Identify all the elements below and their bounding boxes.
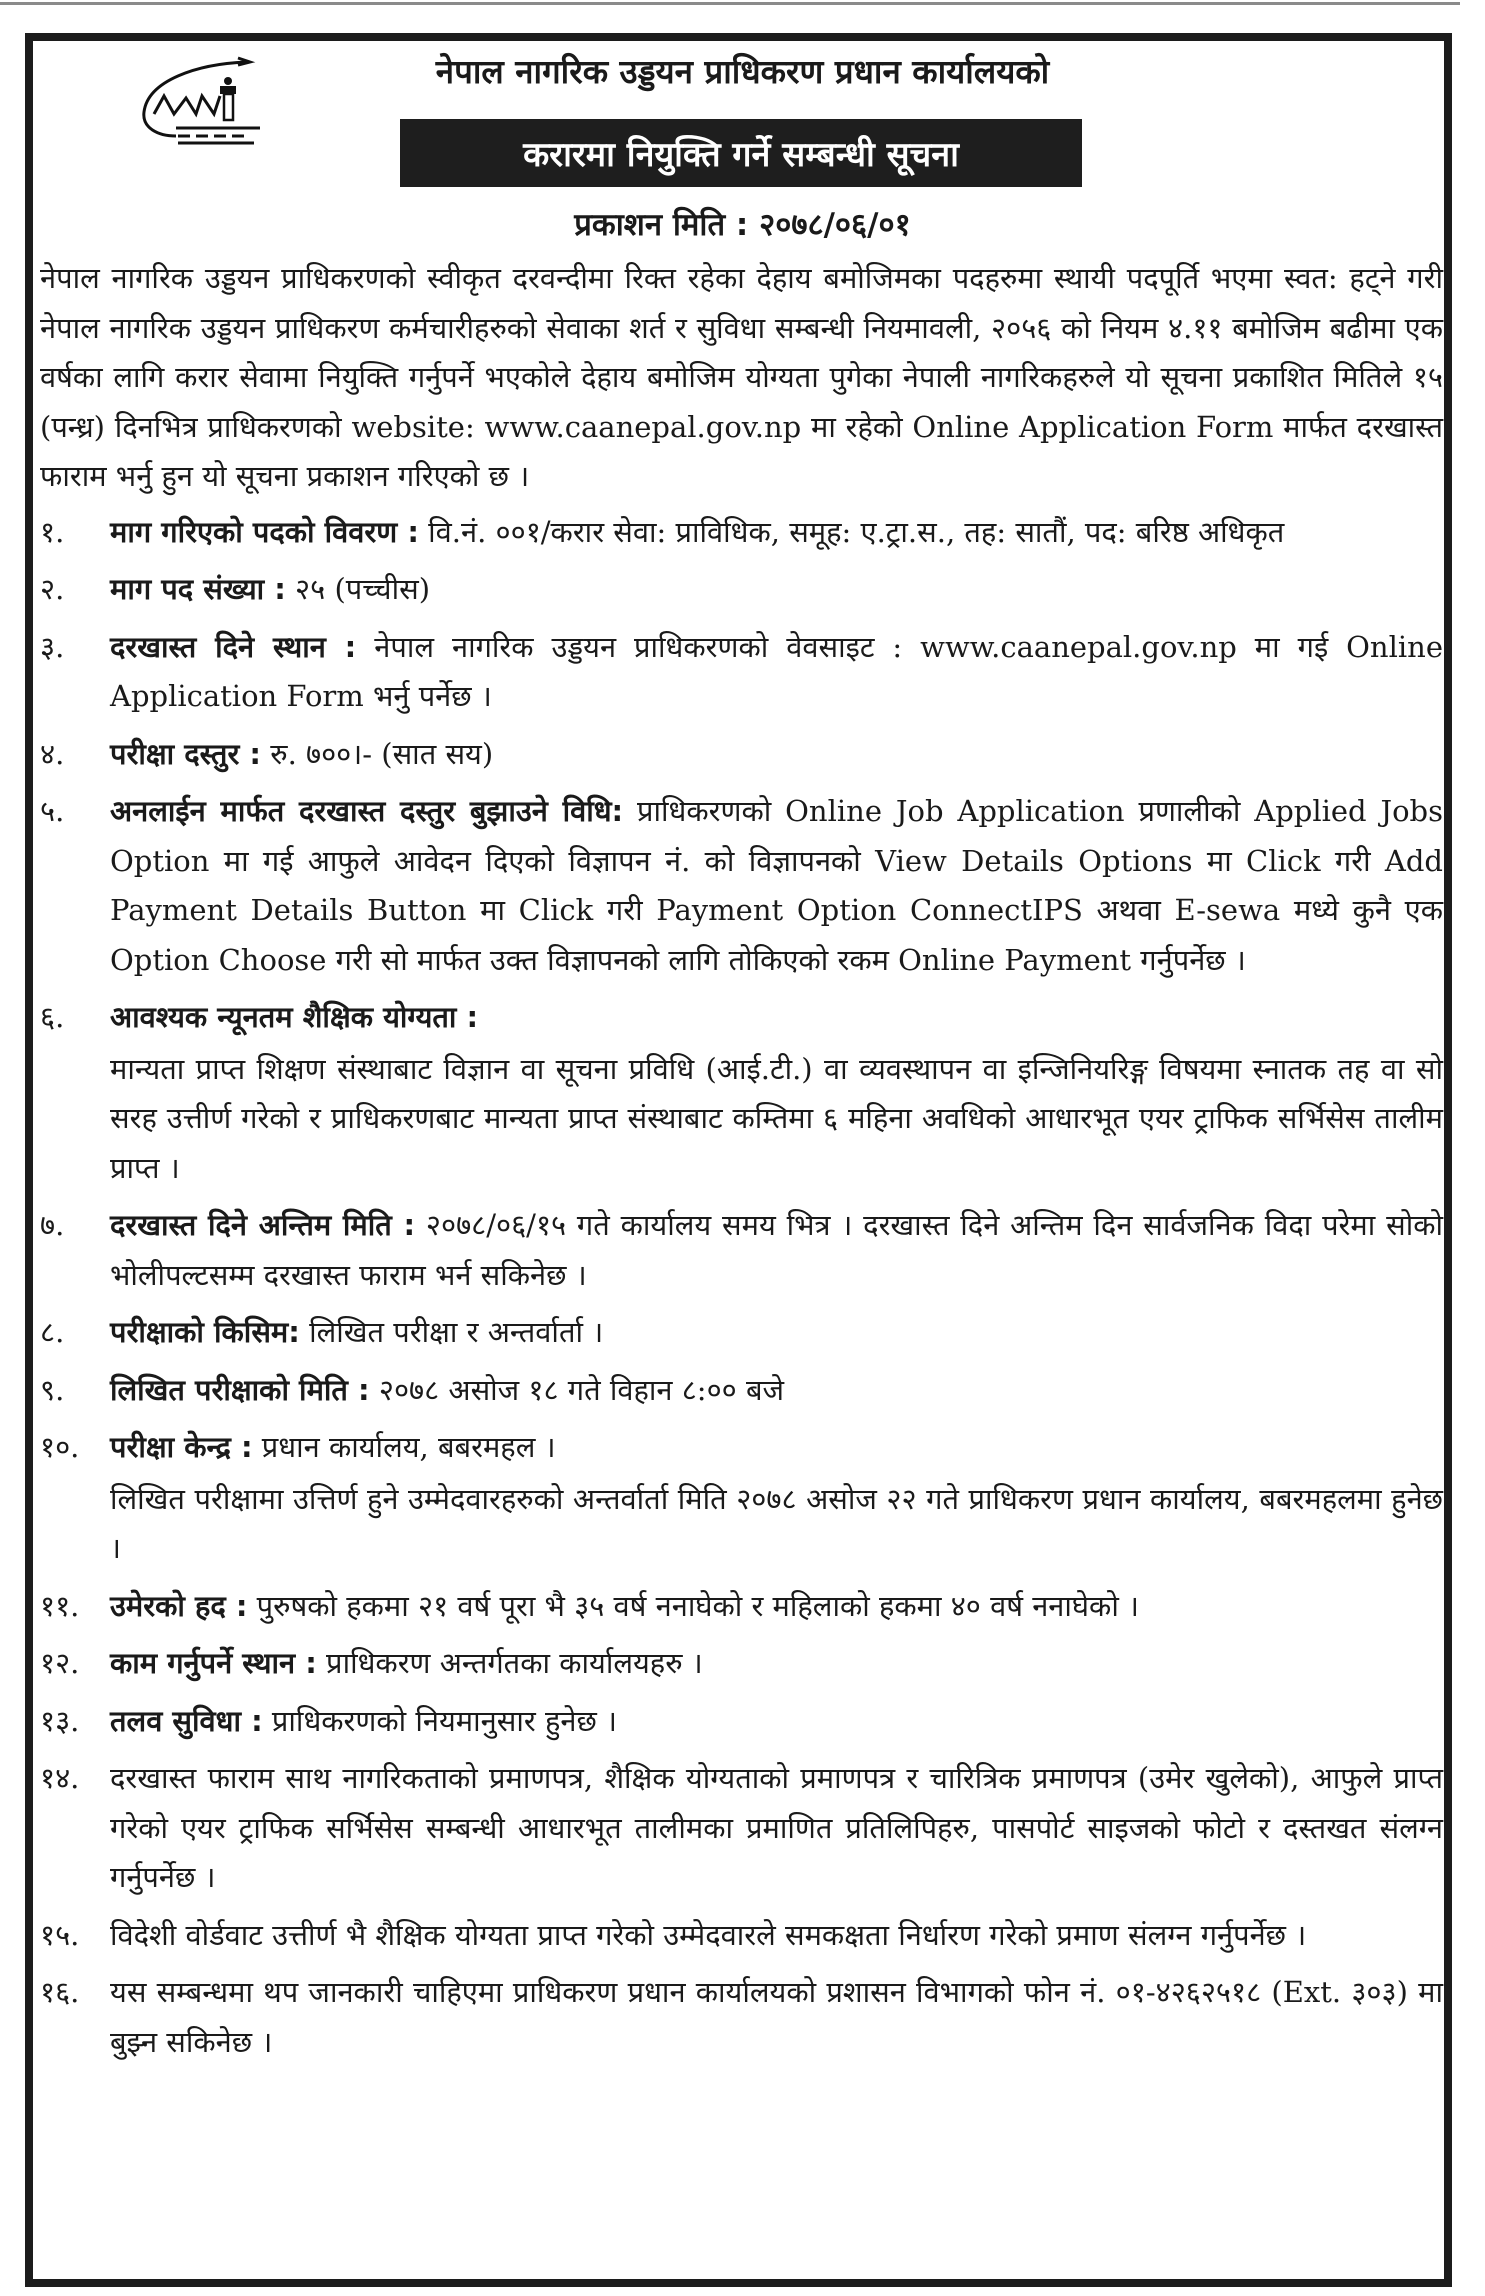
item-label: आवश्यक न्यूनतम शैक्षिक योग्यता : — [110, 1000, 479, 1034]
item-label: माग गरिएको पदको विवरण : — [110, 514, 419, 549]
item-content — [110, 1968, 1443, 2067]
list-item — [40, 1968, 1443, 2067]
top-rule — [0, 2, 1460, 5]
item-content — [110, 1582, 1443, 1632]
item-line — [40, 1639, 1443, 1689]
item-line — [40, 1754, 1443, 1903]
notice-body — [40, 254, 1443, 2075]
item-number: १६. — [40, 1975, 80, 2009]
item-text: पुरुषको हकमा २१ वर्ष पूरा भै ३५ वर्ष ननाघेको र महिलाको हकमा ४० वर्ष ननाघेको । — [247, 1588, 1140, 1623]
item-content — [110, 787, 1443, 985]
item-content — [110, 1201, 1443, 1300]
item-text: लिखित परीक्षा र अन्तर्वार्ता । — [299, 1315, 604, 1349]
item-number: १२. — [40, 1646, 80, 1680]
item-content — [110, 623, 1443, 722]
item-content — [110, 993, 1443, 1043]
list-item — [40, 1366, 1443, 1416]
item-line — [40, 1201, 1443, 1300]
item-line — [40, 1968, 1443, 2067]
item-content — [110, 730, 1443, 780]
item-label: लिखित परीक्षाको मिति : — [110, 1372, 370, 1407]
item-content — [110, 1366, 1443, 1416]
item-text: २०७८/०६/१५ गते कार्यालय समय भित्र । दरखास्त दिने अन्तिम दिन सार्वजनिक विदा परेमा सोको भोलीपल्टसम्म दरखास्त फाराम भर्न सकिनेछ । — [110, 1208, 1443, 1292]
item-text: २०७८ असोज १८ गते विहान ८:०० बजे — [369, 1372, 785, 1407]
item-label: उमेरको हद : — [110, 1588, 248, 1623]
item-line — [40, 1366, 1443, 1416]
list-item — [40, 993, 1443, 1193]
item-line — [40, 1582, 1443, 1632]
list-item — [40, 1911, 1443, 1961]
item-label: परीक्षा केन्द्र : — [110, 1430, 253, 1464]
list-item — [40, 787, 1443, 985]
item-text: विदेशी वोर्डवाट उत्तीर्ण भै शैक्षिक योग्यता प्राप्त गरेको उम्मेदवारले समकक्षता निर्धारण गरेको प्रमाण संलग्न गर्नुपर्नेछ । — [110, 1917, 1307, 1952]
item-subtext: लिखित परीक्षामा उत्तिर्ण हुने उम्मेदवारहरुको अन्तर्वार्ता मिति २०७८ असोज २२ गते प्राधिकरण प्रधान कार्यालय, बबरमहलमा हुनेछ । — [110, 1481, 1443, 1565]
item-line — [40, 993, 1443, 1043]
item-content — [110, 1754, 1443, 1903]
item-text: यस सम्बन्धमा थप जानकारी चाहिएमा प्राधिकरण प्रधान कार्यालयको प्रशासन विभागको फोन नं. ०१-४२६२५१८ (Ext. ३०३) मा बुझ्न सकिनेछ । — [110, 1975, 1443, 2059]
item-text: प्राधिकरण अन्तर्गतका कार्यालयहरु । — [316, 1646, 703, 1680]
item-label: तलव सुविधा : — [110, 1703, 263, 1738]
item-text: वि.नं. ००१/करार सेवा: प्राविधिक, समूह: ए.ट्रा.स., तह: सातौं, पद: बरिष्ठ अधिकृत — [418, 514, 1285, 549]
item-content — [110, 508, 1443, 558]
item-number: २. — [40, 572, 65, 606]
item-label: परीक्षा दस्तुर : — [110, 736, 262, 771]
item-number: ९. — [40, 1372, 65, 1407]
notice-title-box — [400, 119, 1082, 187]
item-number: ५. — [40, 794, 65, 828]
item-content — [110, 1423, 1443, 1473]
item-line — [40, 565, 1443, 615]
list-item — [40, 1754, 1443, 1903]
list-item — [40, 1582, 1443, 1632]
item-label: दरखास्त दिने अन्तिम मिति : — [110, 1208, 416, 1242]
item-number: १०. — [40, 1430, 80, 1464]
item-line — [40, 623, 1443, 722]
publication-date: प्रकाशन मिति : २०७८/०६/०१ — [574, 207, 911, 243]
list-item — [40, 1423, 1443, 1574]
item-text: प्राधिकरणको नियमानुसार हुनेछ । — [262, 1703, 617, 1738]
item-content — [110, 1308, 1443, 1358]
item-label: परीक्षाको किसिम: — [110, 1315, 300, 1349]
item-label: माग पद संख्या : — [110, 572, 286, 606]
item-text: दरखास्त फाराम साथ नागरिकताको प्रमाणपत्र, शैक्षिक योग्यताको प्रमाणपत्र र चारित्रिक प्रमाणपत्र (उमेर खुलेको), आफुले प्राप्त गरेको एयर ट्राफिक सर्भिसेस सम्बन्धी आधारभूत तालीमका प्रमाणित प्रतिलिपिहरु, पासपोर्ट साइजको फोटो र दस्तखत संलग्न गर्नुपर्नेछ । — [110, 1761, 1443, 1894]
item-text: प्रधान कार्यालय, बबरमहल । — [252, 1430, 556, 1464]
item-number: ४. — [40, 736, 65, 771]
item-number: १३. — [40, 1703, 80, 1738]
list-item — [40, 1697, 1443, 1747]
item-line — [40, 1308, 1443, 1358]
item-number: ११. — [40, 1588, 80, 1623]
item-text: प्राधिकरणको Online Job Application प्रणालीको Applied Jobs Option मा गई आफुले आवेदन दिएको विज्ञापन नं. को विज्ञापनको View Details Options मा Click गरी Add Payment Details Button मा Click गरी Payment Option ConnectIPS अथवा E-sewa मध्ये कुनै एक Option Choose गरी सो मार्फत उक्त विज्ञापनको लागि तोकिएको रकम Online Payment गर्नुपर्नेछ । — [110, 794, 1444, 977]
list-item — [40, 1308, 1443, 1358]
list-item — [40, 730, 1443, 780]
item-number: ६. — [40, 1000, 65, 1034]
item-line — [40, 1911, 1443, 1961]
item-number: १४. — [40, 1761, 80, 1795]
item-number: १५. — [40, 1917, 80, 1952]
list-item — [40, 623, 1443, 722]
item-content — [110, 1911, 1443, 1961]
item-line — [40, 730, 1443, 780]
item-number: ७. — [40, 1208, 65, 1242]
list-item — [40, 565, 1443, 615]
item-list — [40, 508, 1443, 2068]
list-item — [40, 508, 1443, 558]
item-content — [110, 1639, 1443, 1689]
intro-paragraph: नेपाल नागरिक उड्डयन प्राधिकरणको स्वीकृत दरवन्दीमा रिक्त रहेका देहाय बमोजिमका पदहरुमा स्थायी पदपूर्ति भएमा स्वत: हट्ने गरी नेपाल नागरिक उड्डयन प्राधिकरण कर्मचारीहरुको सेवाका शर्त र सुविधा सम्बन्धी नियमावली, २०५६ को नियम ४.११ बमोजिम बढीमा एक वर्षका लागि करार सेवामा नियुक्ति गर्नुपर्ने भएकोले देहाय बमोजिम योग्यता पुगेका नेपाली नागरिकहरुले यो सूचना प्रकाशित मितिले १५ (पन्ध्र) दिनभित्र प्राधिकरणको website: www.caanepal.gov.np मा रहेको Online Application Form मार्फत दरखास्त फाराम भर्नु हुन यो सूचना प्रकाशन गरिएको छ । — [40, 261, 1443, 493]
item-label: काम गर्नुपर्ने स्थान : — [110, 1646, 317, 1680]
item-number: १. — [40, 514, 65, 549]
item-content — [110, 1697, 1443, 1747]
item-line — [40, 508, 1443, 558]
item-number: ३. — [40, 629, 65, 664]
list-item — [40, 1639, 1443, 1689]
item-content — [110, 565, 1443, 615]
item-number: ८. — [40, 1315, 65, 1349]
item-text: नेपाल नागरिक उड्डयन प्राधिकरणको वेवसाइट : www.caanepal.gov.np मा गई Online Application Form भर्नु पर्नेछ । — [110, 629, 1443, 713]
item-label: अनलाईन मार्फत दरखास्त दस्तुर बुझाउने विधि: — [110, 794, 624, 828]
item-subtext: मान्यता प्राप्त शिक्षण संस्थाबाट विज्ञान वा सूचना प्रविधि (आई.टी.) वा व्यवस्थापन वा इन्जिनियरिङ्ग विषयमा स्नातक तह वा सो सरह उत्तीर्ण गरेको र प्राधिकरणबाट मान्यता प्राप्त संस्थाबाट कम्तिमा ६ महिना अवधिको आधारभूत एयर ट्राफिक सर्भिसेस तालीम प्राप्त । — [110, 1051, 1443, 1185]
item-text: रु. ७००।- (सात सय) — [261, 736, 494, 771]
list-item — [40, 1201, 1443, 1300]
notice-title: करारमा नियुक्ति गर्ने सम्बन्धी सूचना — [523, 135, 959, 175]
item-label: दरखास्त दिने स्थान : — [110, 629, 357, 664]
item-line — [40, 787, 1443, 985]
org-title: नेपाल नागरिक उड्डयन प्राधिकरण प्रधान कार्यालयको — [435, 52, 1050, 91]
item-line — [40, 1697, 1443, 1747]
item-line — [40, 1423, 1443, 1473]
item-text: २५ (पच्चीस) — [285, 572, 431, 606]
